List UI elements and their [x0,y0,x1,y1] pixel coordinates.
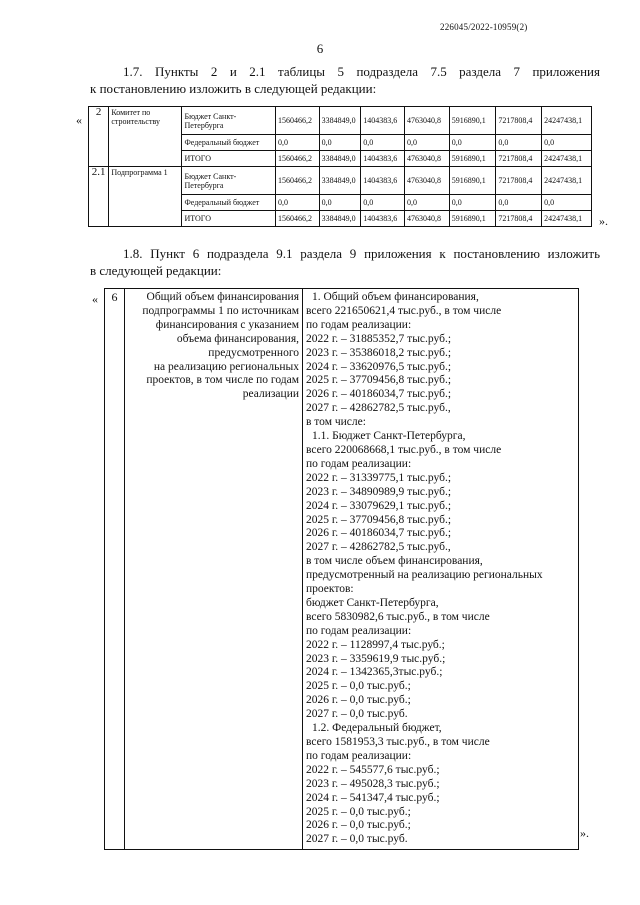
table2-content-line: бюджет Санкт-Петербурга, [306,596,439,609]
table2-content-line: 2024 г. – 33079629,1 тыс.руб.; [306,499,452,512]
table2-title-line: проектов, в том числе по годам [146,374,299,387]
funding-source: ИТОГО [182,211,275,227]
paragraph-1-8-line-1: 1.8. Пункт 6 подраздела 9.1 раздела 9 приложения к постановлению изложить [123,246,600,261]
table2-title-line: предусмотренного [208,346,299,359]
funding-source: ИТОГО [182,151,275,167]
table1-open-quote: « [76,113,82,127]
table2-open-quote: « [92,292,98,306]
table2-content-line: проектов: [306,583,354,596]
table-cell-value: 0,0 [319,135,361,151]
table-cell-value: 24247438,1 [542,107,592,135]
table-cell-value: 0,0 [404,195,449,211]
table-cell-value: 0,0 [542,195,592,211]
table-cell-value: 4763040,8 [404,211,449,227]
table2-title-line: реализации [242,388,299,401]
table2-content-line: 2027 г. – 0,0 тыс.руб. [306,833,408,846]
table2-content-line: 2025 г. – 0,0 тыс.руб.; [306,805,411,818]
table-cell-value: 1404383,6 [361,211,405,227]
table2-content-line: 2022 г. – 31339775,1 тыс.руб.; [306,471,452,484]
table2-content-line: по годам реализации: [306,318,412,331]
table-cell-value: 3384849,0 [319,167,361,195]
table2-content-line: 2026 г. – 40186034,7 тыс.руб.; [306,527,452,540]
table2-content-line: 2023 г. – 35386018,2 тыс.руб.; [306,346,452,359]
table2-content-line: 2026 г. – 0,0 тыс.руб.; [306,819,411,832]
paragraph-1-7-line-1: 1.7. Пункты 2 и 2.1 таблицы 5 подраздела 7.5 раздела 7 приложения [123,64,600,79]
funding-source: Федеральный бюджет [182,195,275,211]
table2-row-number: 6 [105,289,125,850]
table-cell-value: 0,0 [361,135,405,151]
financing-volume-table [104,288,579,850]
table-cell-value: 24247438,1 [542,167,592,195]
executor-name: Комитет по строительству [109,107,182,167]
table2-content-line: 1.2. Федеральный бюджет, [312,722,442,735]
table2-content-line: по годам реализации: [306,624,412,637]
table2-content-line: всего 220068668,1 тыс.руб., в том числе [306,443,502,456]
table2-title-line: объема финансирования, [176,332,299,345]
table2-content-line: 2025 г. – 37709456,8 тыс.руб.; [306,374,452,387]
table2-content-line: 2025 г. – 0,0 тыс.руб.; [306,680,411,693]
table2-content-line: 2026 г. – 0,0 тыс.руб.; [306,694,411,707]
table2-content-line: по годам реализации: [306,457,412,470]
table2-title-line: финансирования с указанием [155,318,299,331]
table-cell-value: 7217808,4 [496,107,542,135]
table2-content-line: всего 1581953,3 тыс.руб., в том числе [306,736,490,748]
table-cell-value: 0,0 [275,135,319,151]
table2-content-line: в том числе: [306,416,366,429]
table2-content-line: 2027 г. – 42862782,5 тыс.руб., [306,402,451,415]
page-number: 6 [316,41,324,56]
table-cell-value: 1404383,6 [361,167,405,195]
table1-close-quote: ». [599,214,608,228]
table-cell-value: 5916890,1 [449,107,496,135]
table2-content-line: 2024 г. – 541347,4 тыс.руб.; [306,791,440,804]
paragraph-1-7 [90,63,600,97]
document-number: 226045/2022-10959(2) [440,22,528,32]
table-cell-value: 4763040,8 [404,167,449,195]
table2-close-quote: ». [580,826,589,840]
funding-source: Федеральный бюджет [182,135,275,151]
table-cell-value: 0,0 [449,135,496,151]
table-cell-value: 3384849,0 [319,151,361,167]
table-cell-value: 0,0 [275,195,319,211]
table2-content-line: 2024 г. – 1342365,3тыс.руб.; [306,666,443,679]
table2-content-line: предусмотренный на реализацию региональных [306,569,543,582]
table2-content-line: 1.1. Бюджет Санкт-Петербурга, [312,430,466,443]
table-cell-value: 1404383,6 [361,107,405,135]
table-cell-value: 1560466,2 [275,151,319,167]
table2-content-line: 2023 г. – 34890989,9 тыс.руб.; [306,485,452,498]
table-cell-value: 24247438,1 [542,151,592,167]
table-cell-value: 24247438,1 [542,211,592,227]
financing-table-5 [88,106,592,227]
paragraph-1-8 [90,245,600,279]
table2-title-cell [125,289,303,850]
row-number: 2 [89,107,109,167]
table2-title-line: подпрограммы 1 по источникам [142,304,299,317]
table2-content-line: 1. Общий объем финансирования, [312,291,479,303]
table2-content-line: всего 5830982,6 тыс.руб., в том числе [306,610,490,623]
table2-content-line: 2022 г. – 1128997,4 тыс.руб.; [306,638,445,651]
table-cell-value: 0,0 [404,135,449,151]
table2-content-line: 2022 г. – 31885352,7 тыс.руб.; [306,332,452,345]
table-cell-value: 1404383,6 [361,151,405,167]
table2-content-line: 2027 г. – 0,0 тыс.руб. [306,708,408,721]
table-cell-value: 4763040,8 [404,151,449,167]
table2-content-line: 2025 г. – 37709456,8 тыс.руб.; [306,513,452,526]
funding-source: Бюджет Санкт-Петербурга [182,167,275,195]
funding-source: Бюджет Санкт-Петербурга [182,107,275,135]
table2-content-line: всего 221650621,4 тыс.руб., в том числе [306,304,502,317]
table2-content-line: 2023 г. – 3359619,9 тыс.руб.; [306,652,446,665]
table-cell-value: 0,0 [449,195,496,211]
table-cell-value: 5916890,1 [449,167,496,195]
table-cell-value: 3384849,0 [319,211,361,227]
table-cell-value: 1560466,2 [275,211,319,227]
table-cell-value: 1560466,2 [275,167,319,195]
table2-content-line: 2027 г. – 42862782,5 тыс.руб., [306,541,451,554]
table2-content-line: по годам реализации: [306,749,412,762]
paragraph-1-7-line-2: к постановлению изложить в следующей редакции: [90,81,377,96]
table-cell-value: 7217808,4 [496,151,542,167]
table-cell-value: 7217808,4 [496,211,542,227]
table-cell-value: 3384849,0 [319,107,361,135]
table-cell-value: 7217808,4 [496,167,542,195]
table2-content-cell [303,289,579,850]
paragraph-1-8-line-2: в следующей редакции: [90,263,222,278]
table-cell-value: 4763040,8 [404,107,449,135]
table2-content-line: 2026 г. – 40186034,7 тыс.руб.; [306,388,452,401]
table-cell-value: 5916890,1 [449,151,496,167]
executor-name: Подпрограмма 1 [109,167,182,227]
table-cell-value: 0,0 [496,195,542,211]
table2-content-line: 2023 г. – 495028,3 тыс.руб.; [306,777,440,790]
table2-row [105,289,579,850]
table-cell-value: 1560466,2 [275,107,319,135]
table-cell-value: 0,0 [361,195,405,211]
table-row [89,107,592,135]
table2-content-line: 2022 г. – 545577,6 тыс.руб.; [306,763,440,776]
table-cell-value: 0,0 [542,135,592,151]
table2-content-line: 2024 г. – 33620976,5 тыс.руб.; [306,360,452,373]
table2-title-line: Общий объем финансирования [146,291,299,303]
table-row [89,167,592,195]
table-cell-value: 0,0 [319,195,361,211]
row-number: 2.1 [89,167,109,227]
table2-content-line: в том числе объем финансирования, [306,555,483,568]
table2-title-line: на реализацию региональных [153,360,299,373]
table-cell-value: 5916890,1 [449,211,496,227]
table-cell-value: 0,0 [496,135,542,151]
